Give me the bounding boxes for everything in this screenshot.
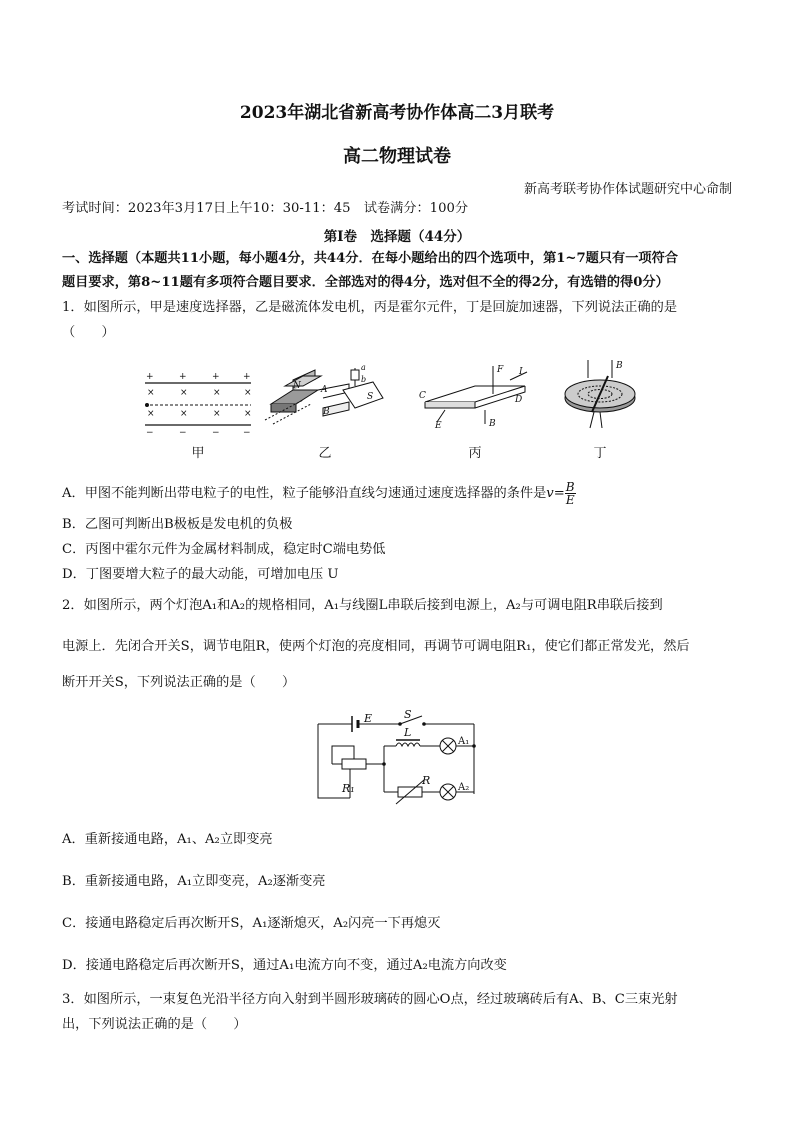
svg-text:S: S bbox=[367, 392, 374, 402]
svg-text:E: E bbox=[435, 421, 442, 431]
svg-text:+: + bbox=[179, 372, 187, 382]
exam-info: 考试时间：2023年3月17日上午10：30-11：45 试卷满分：100分 bbox=[62, 201, 469, 216]
svg-text:F: F bbox=[497, 365, 504, 375]
svg-text:A₁: A₁ bbox=[458, 736, 470, 747]
svg-text:×: × bbox=[147, 388, 155, 398]
exam-title: 2023年湖北省新高考协作体高二3月联考 bbox=[239, 103, 555, 123]
fig-label-jia: 甲 bbox=[191, 446, 205, 461]
section-instruction-1: 一、选择题（本题共11小题，每小题4分，共44分．在每小题给出的四个选项中，第1~7题只有一项符合 bbox=[62, 251, 678, 266]
svg-text:×: × bbox=[244, 388, 252, 398]
q2-option-b: B．重新接通电路，A₁立即变亮，A₂逐渐变亮 bbox=[62, 874, 326, 889]
q3-stem-line-2: 出，下列说法正确的是（ ） bbox=[62, 1017, 247, 1032]
figure-cyclotron bbox=[560, 356, 640, 436]
svg-text:N: N bbox=[293, 381, 301, 391]
svg-text:B: B bbox=[489, 419, 496, 429]
q2-stem-line-1: 2．如图所示，两个灯泡A₁和A₂的规格相同，A₁与线圈L串联后接到电源上，A₂与可调电阻R串联后接到 bbox=[62, 598, 663, 613]
figure-mhd-generator bbox=[263, 362, 398, 432]
svg-text:×: × bbox=[147, 409, 155, 419]
fig-label-bing: 丙 bbox=[468, 446, 482, 461]
q1-option-b: B．乙图可判断出B极板是发电机的负极 bbox=[62, 517, 293, 532]
q1-option-c: C．丙图中霍尔元件为金属材料制成，稳定时C端电势低 bbox=[62, 542, 386, 557]
svg-text:E: E bbox=[364, 712, 373, 725]
svg-text:I: I bbox=[519, 367, 523, 377]
svg-text:B: B bbox=[616, 361, 623, 371]
selector-minus-row bbox=[146, 428, 251, 436]
fig-label-ding: 丁 bbox=[593, 446, 607, 461]
svg-text:+: + bbox=[243, 372, 251, 382]
q3-stem-line-1: 3．如图所示，一束复色光沿半径方向入射到半圆形玻璃砖的圆心O点，经过玻璃砖后有A、B、C三束光射 bbox=[62, 992, 678, 1007]
q1-stem-line-1: 1．如图所示，甲是速度选择器，乙是磁流体发电机，丙是霍尔元件，丁是回旋加速器，下列说法正确的是 bbox=[62, 300, 678, 315]
q2-stem-line-2: 电源上．先闭合开关S，调节电阻R，使两个灯泡的亮度相同，再调节可调电阻R₁，使它们都正常发光，然后 bbox=[62, 639, 690, 654]
q1-option-a-fraction: $\frac{B}{E}$ bbox=[565, 480, 575, 507]
svg-text:S: S bbox=[404, 708, 412, 721]
selector-plus-row bbox=[146, 372, 251, 382]
q2-option-c: C．接通电路稳定后再次断开S，A₁逐渐熄灭，A₂闪亮一下再熄灭 bbox=[62, 916, 441, 931]
section-instruction-2: 题目要求，第8~11题有多项符合题目要求．全部选对的得4分，选对但不全的得2分，有选错的得0分） bbox=[62, 275, 669, 290]
svg-text:×: × bbox=[244, 409, 252, 419]
q1-option-d: D．丁图要增大粒子的最大动能，可增加电压 U bbox=[62, 567, 339, 582]
svg-text:C: C bbox=[419, 391, 426, 401]
svg-text:−: − bbox=[243, 428, 251, 436]
svg-text:−: − bbox=[212, 428, 220, 436]
svg-text:L: L bbox=[404, 726, 412, 739]
paper-subtitle: 高二物理试卷 bbox=[343, 146, 451, 167]
svg-text:D: D bbox=[515, 395, 523, 405]
figure-circuit bbox=[312, 708, 484, 808]
svg-text:−: − bbox=[146, 428, 154, 436]
figure-hall-element bbox=[415, 362, 540, 432]
svg-text:×: × bbox=[213, 388, 221, 398]
svg-text:×: × bbox=[180, 388, 188, 398]
q2-stem-line-3: 断开开关S，下列说法正确的是（ ） bbox=[62, 675, 296, 690]
svg-text:A: A bbox=[321, 385, 328, 395]
svg-text:×: × bbox=[180, 409, 188, 419]
q2-option-d: D．接通电路稳定后再次断开S，通过A₁电流方向不变，通过A₂电流方向改变 bbox=[62, 958, 507, 973]
issuer-line: 新高考联考协作体试题研究中心命制 bbox=[523, 182, 732, 197]
svg-text:+: + bbox=[212, 372, 220, 382]
svg-text:B: B bbox=[323, 407, 330, 417]
q1-option-a: A．甲图不能判断出带电粒子的电性，粒子能够沿直线匀速通过速度选择器的条件是v= $\frac{B}{E}$ bbox=[62, 480, 575, 507]
svg-text:a: a bbox=[361, 363, 366, 372]
q2-option-a: A．重新接通电路，A₁、A₂立即变亮 bbox=[62, 832, 273, 847]
fig-label-yi: 乙 bbox=[318, 446, 332, 461]
svg-text:R₁: R₁ bbox=[342, 782, 355, 795]
selector-cross-rows bbox=[147, 388, 252, 419]
svg-text:−: − bbox=[179, 428, 187, 436]
svg-text:+: + bbox=[146, 372, 154, 382]
svg-text:R: R bbox=[422, 774, 431, 787]
figure-velocity-selector bbox=[143, 370, 253, 436]
svg-text:b: b bbox=[361, 375, 367, 384]
section-heading: 第Ⅰ卷 选择题（44分） bbox=[323, 229, 471, 245]
svg-text:A₂: A₂ bbox=[458, 782, 470, 793]
q1-stem-line-2: （ ） bbox=[62, 325, 115, 340]
svg-text:×: × bbox=[213, 409, 221, 419]
